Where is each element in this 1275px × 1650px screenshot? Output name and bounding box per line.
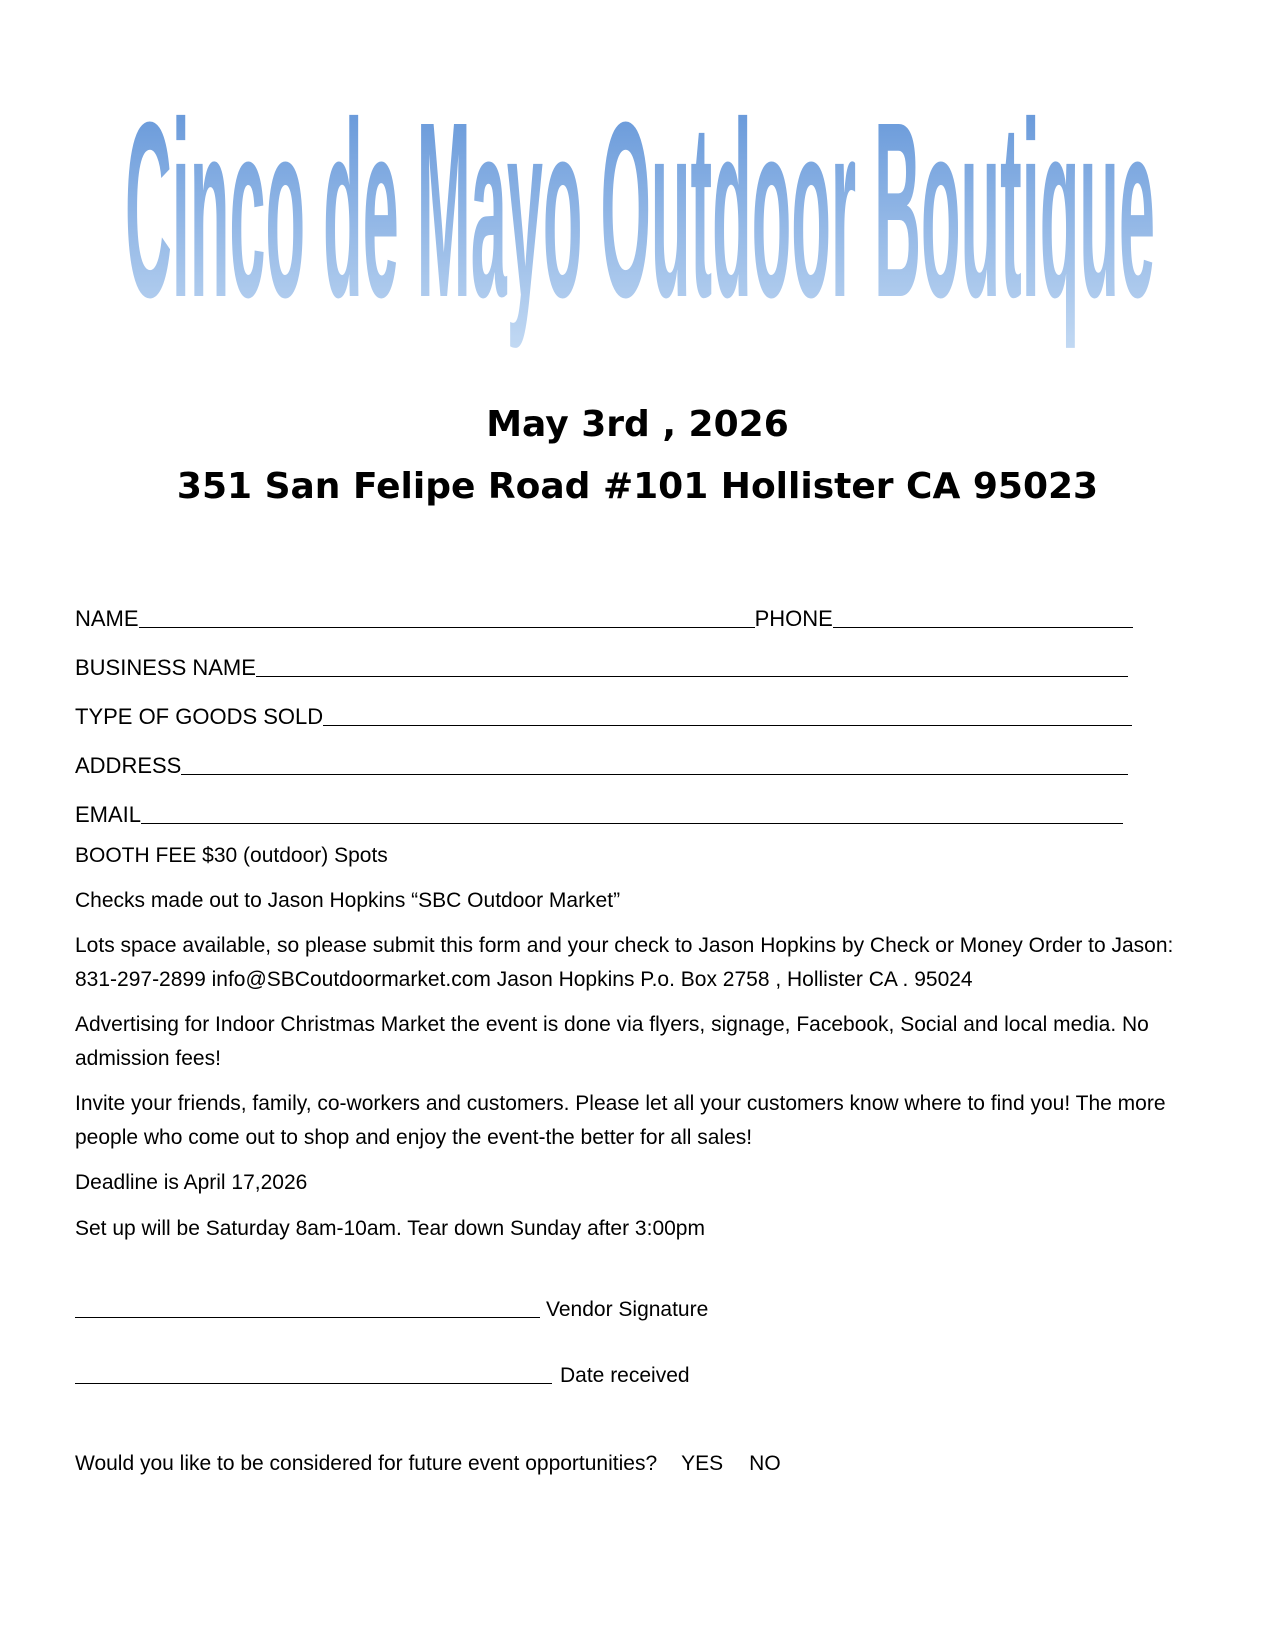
goods-sold-field[interactable]	[323, 725, 1132, 726]
name-label: NAME	[75, 606, 139, 631]
event-title-wordart	[125, 96, 1155, 366]
event-date: May 3rd , 2026	[486, 404, 789, 445]
business-name-field[interactable]	[256, 676, 1128, 677]
event-title: Cinco de Mayo Outdoor Boutique	[125, 96, 1155, 349]
vendor-signature-label: Vendor Signature	[546, 1298, 709, 1321]
future-events-row	[75, 1449, 781, 1479]
phone-field[interactable]	[833, 627, 1133, 628]
email-field[interactable]	[141, 823, 1123, 824]
vendor-signature-field[interactable]	[75, 1317, 540, 1318]
goods-sold-label: TYPE OF GOODS SOLD	[75, 704, 324, 729]
title-wordart-svg	[125, 96, 1155, 366]
goods-sold-row	[75, 700, 1132, 728]
business-name-label: BUSINESS NAME	[75, 655, 256, 680]
date-received-label: Date received	[560, 1364, 690, 1387]
setup-text: Set up will be Saturday 8am-10am. Tear down Sunday after 3:00pm	[75, 1217, 705, 1240]
deadline-text: Deadline is April 17,2026	[75, 1171, 308, 1194]
future-no-option[interactable]: NO	[749, 1452, 781, 1475]
email-label: EMAIL	[75, 802, 142, 827]
future-yes-option[interactable]: YES	[681, 1452, 724, 1475]
address-label: ADDRESS	[75, 753, 182, 778]
email-row	[75, 798, 1123, 826]
invite-line-1: Invite your friends, family, co-workers and customers. Please let all your customers know where to find you! The more	[75, 1092, 1166, 1115]
name-field[interactable]	[139, 627, 755, 628]
advertising-text	[75, 1008, 1200, 1076]
event-address: 351 San Felipe Road #101 Hollister CA 95023	[176, 466, 1099, 507]
invite-line-2: people who come out to shop and enjoy the event-the better for all sales!	[75, 1126, 753, 1149]
advertising-line-2: admission fees!	[75, 1047, 221, 1070]
business-name-row	[75, 651, 1128, 679]
invite-text	[75, 1087, 1200, 1155]
date-received-field[interactable]	[75, 1383, 552, 1384]
submission-line-1: Lots space available, so please submit this form and your check to Jason Hopkins by Check or Money Order to Jason:	[75, 934, 1174, 957]
vendor-signature-row	[75, 1292, 708, 1322]
date-received-row	[75, 1358, 690, 1388]
address-field[interactable]	[181, 774, 1128, 775]
submission-line-2: 831-297-2899 info@SBCoutdoormarket.com Jason Hopkins P.o. Box 2758 , Hollister CA . 95024	[75, 968, 973, 991]
submission-instructions	[75, 929, 1200, 997]
address-row	[75, 749, 1128, 777]
advertising-line-1: Advertising for Indoor Christmas Market the event is done via flyers, signage, Facebook, Social and local media. No	[75, 1013, 1149, 1036]
phone-label: PHONE	[754, 606, 833, 631]
future-events-question: Would you like to be considered for future event opportunities?	[75, 1452, 658, 1475]
booth-fee-text: BOOTH FEE $30 (outdoor) Spots	[75, 844, 388, 867]
name-phone-row	[75, 602, 1133, 630]
checks-payable-text: Checks made out to Jason Hopkins “SBC Outdoor Market”	[75, 889, 621, 912]
